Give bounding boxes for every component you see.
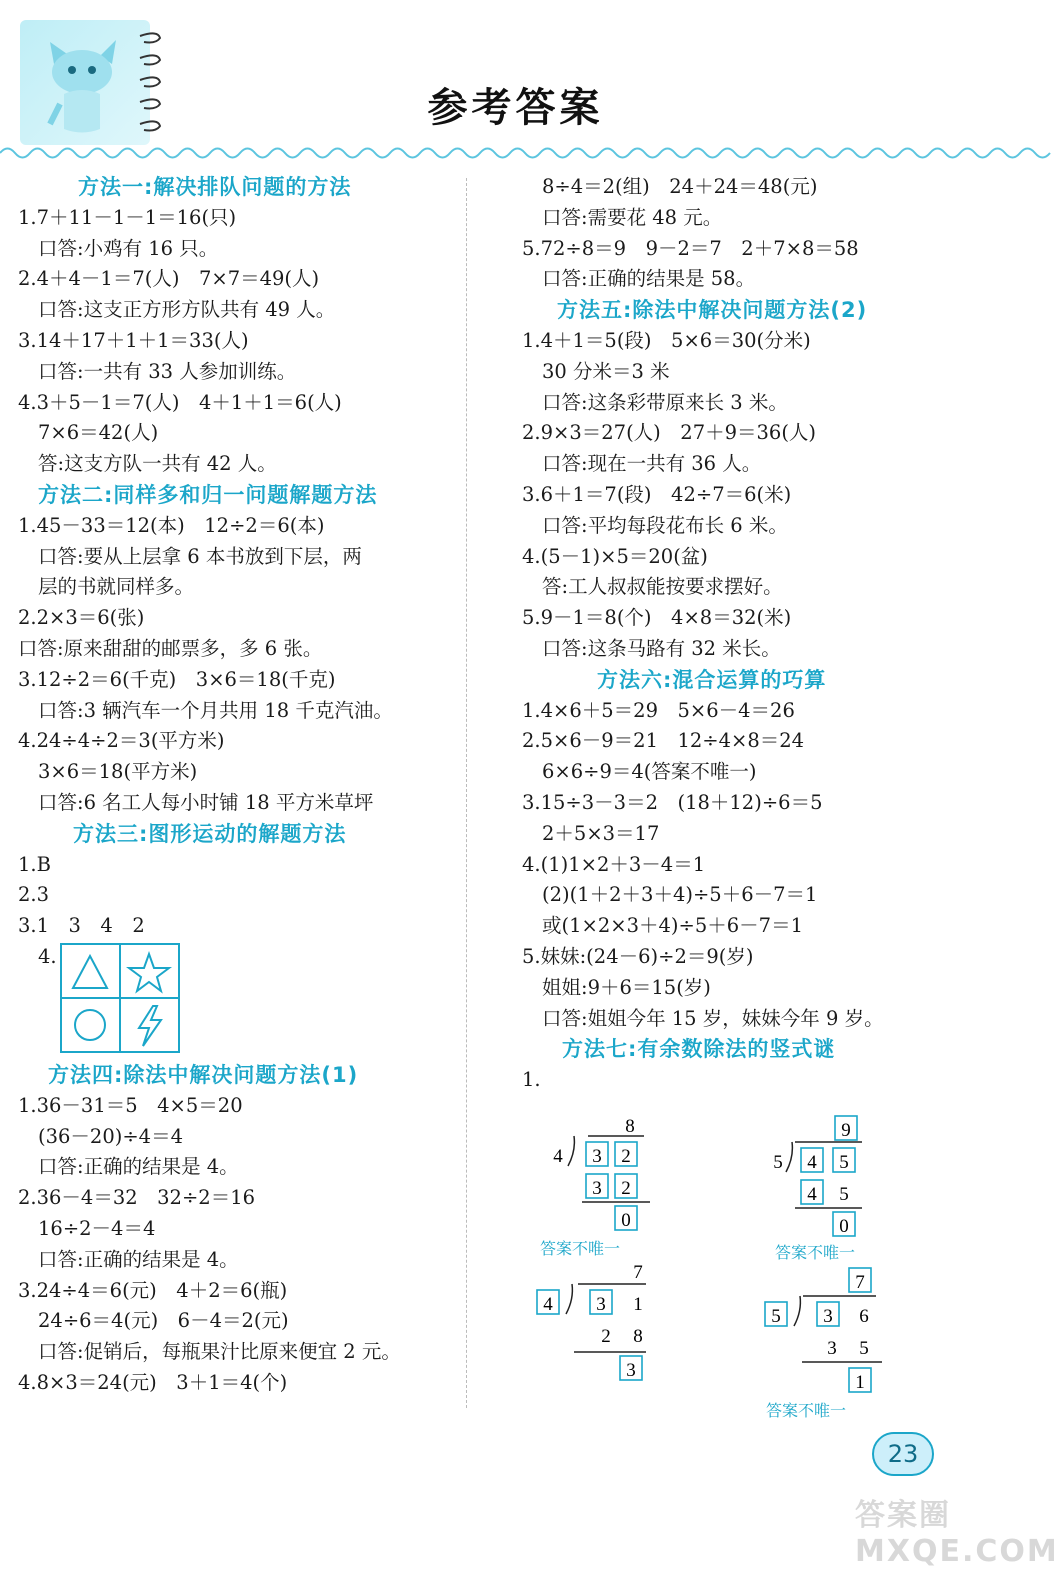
answer-text: 口答:正确的结果是 4。 [38,1247,239,1271]
answer-text: 口答:6 名工人每小时铺 18 平方米草坪 [38,790,374,814]
answer-text: 层的书就同样多。 [38,575,195,599]
answer-text: 口答:一共有 33 人参加训练。 [38,359,297,383]
divisor: 5 [771,1306,781,1327]
page-number: 23 [872,1432,934,1476]
answer-line [522,264,1002,295]
shape-grid [59,942,181,1054]
answer-line [522,634,1002,665]
answer-line [522,1004,1002,1035]
quotient: 7 [633,1262,643,1283]
answer-line [18,1183,463,1214]
answer-text: 2.4＋4－1＝7(人) 7×7＝49(人) [18,267,320,291]
answer-line [18,880,463,911]
digit: 3 [827,1338,837,1359]
answer-text: 4.(5－1)×5＝20(盆) [522,544,708,568]
note-text: 答案不唯一 [775,1243,856,1262]
answer-text: 3.15÷3－3＝2 (18＋12)÷6＝5 [522,790,823,814]
answer-line [522,973,1002,1004]
answer-text: 6×6÷9＝4(答案不唯一) [542,760,757,784]
answer-line [522,603,1002,634]
divisor: 4 [543,1294,553,1315]
digit: 3 [626,1360,636,1381]
digit: 1 [633,1294,643,1315]
digit: 3 [823,1306,833,1327]
answer-text: 口答:姐姐今年 15 岁，妹妹今年 9 岁。 [542,1006,884,1030]
answer-line [18,665,463,696]
digit: 0 [621,1210,631,1231]
answer-text: 2.5×6－9＝21 12÷4×8＝24 [522,729,805,753]
triangle-icon [73,956,107,988]
answer-line [18,696,463,727]
answer-line [522,203,1002,234]
wave-divider [0,140,1031,166]
answer-text: 5.9－1＝8(个) 4×8＝32(米) [522,606,792,630]
answer-text: 16÷2－4＝4 [38,1216,156,1240]
answer-text: 口答:现在一共有 36 人。 [542,452,762,476]
answer-text: 答:这支方队一共有 42 人。 [38,452,277,476]
answer-text: 3.6＋1＝7(段) 42÷7＝6(米) [522,482,792,506]
answer-line [18,234,463,265]
answer-text: 1.7＋11－1－1＝16(只) [18,205,237,229]
answer-line [18,449,463,480]
answer-text: 方法三:图形运动的解题方法 [73,821,347,846]
answer-text: 口答:需要花 48 元。 [542,205,723,229]
answer-line [522,418,1002,449]
answer-text: 4.(1)1×2＋3－4＝1 [522,852,706,876]
digit: 5 [859,1338,869,1359]
answer-line [522,850,1002,881]
answer-line [522,788,1002,819]
answer-line [18,850,463,881]
answer-line [522,819,1002,850]
answer-line [18,203,463,234]
answer-line [522,326,1002,357]
answer-line [18,726,463,757]
answer-text: 1.45－33＝12(本) 12÷2＝6(本) [18,513,325,537]
answer-text: 方法七:有余数除法的竖式谜 [562,1037,836,1062]
answer-text: 口答:原来甜甜的邮票多，多 6 张。 [18,636,323,660]
answer-line [522,357,1002,388]
lightning-icon [139,1006,161,1046]
divisor: 4 [553,1146,563,1167]
answer-line [18,634,463,665]
answer-line [18,1122,463,1153]
quotient: 9 [841,1120,851,1141]
answer-line [522,388,1002,419]
watermark: 答案圈 MXQE.COM [855,1498,1059,1569]
answer-line [18,1368,463,1399]
answer-line [522,449,1002,480]
answer-text: 3×6＝18(平方米) [38,760,198,784]
answer-text: 2＋5×3＝17 [542,821,660,845]
answer-text: 姐姐:9＋6＝15(岁) [542,975,711,999]
long-division-puzzles [510,1100,910,1430]
answer-text: 口答:这条彩带原来长 3 米。 [542,390,788,414]
answer-text: 1.36－31＝5 4×5＝20 [18,1093,243,1117]
answer-text: 口答:这条马路有 32 米长。 [542,636,781,660]
answer-line [522,696,1002,727]
digit: 2 [621,1178,631,1199]
answer-text: 5.妹妹:(24－6)÷2＝9(岁) [522,944,754,968]
answer-text: 答:工人叔叔能按要求摆好。 [542,575,783,599]
answer-text: 4. [38,944,57,968]
section-heading [18,480,463,511]
answer-line [522,726,1002,757]
answer-line [18,326,463,357]
answer-line [18,418,463,449]
answer-text: 口答:3 辆汽车一个月共用 18 千克汽油。 [38,698,393,722]
answer-text: 1. [522,1068,541,1092]
answer-line [18,264,463,295]
answer-text: 口答:正确的结果是 4。 [38,1155,239,1179]
circle-icon [75,1010,105,1040]
quotient: 7 [855,1272,865,1293]
answer-text: 或(1×2×3＋4)÷5＋6－7＝1 [542,914,803,938]
answer-text: 口答:平均每段花布长 6 米。 [542,513,788,537]
digit: 5 [839,1184,849,1205]
answer-text: 口答:促销后，每瓶果汁比原来便宜 2 元。 [38,1340,401,1364]
answer-text: 方法二:同样多和归一问题解题方法 [38,482,378,507]
note-text: 答案不唯一 [766,1401,847,1420]
answer-line [18,1245,463,1276]
divisor: 5 [773,1152,783,1173]
digit: 3 [596,1294,606,1315]
answer-line [18,542,463,573]
answer-text: 4.8×3＝24(元) 3＋1＝4(个) [18,1370,288,1394]
section-heading [18,819,463,850]
answer-line [522,234,1002,265]
answer-text: 3.24÷4＝6(元) 4＋2＝6(瓶) [18,1278,288,1302]
answer-text: 口答:这支正方形方队共有 49 人。 [38,298,336,322]
section-heading [522,665,1002,696]
answer-text: 2.3 [18,883,50,907]
answer-line [18,295,463,326]
answer-text: 口答:要从上层拿 6 本书放到下层，两 [38,544,362,568]
star-icon [129,954,169,991]
answer-text: (2)(1＋2＋3＋4)÷5＋6－7＝1 [542,883,818,907]
digit: 5 [839,1152,849,1173]
answer-text: 口答:正确的结果是 58。 [542,267,756,291]
section-heading [18,1060,463,1091]
digit: 3 [592,1146,602,1167]
answer-text: 2.2×3＝6(张) [18,606,145,630]
right-column [522,172,1002,1096]
answer-text: 2.36－4＝32 32÷2＝16 [18,1186,256,1210]
digit: 8 [633,1326,643,1347]
answer-line [18,1091,463,1122]
answer-text: 2.9×3＝27(人) 27＋9＝36(人) [522,421,817,445]
section-heading [522,1034,1002,1065]
answer-line [18,1214,463,1245]
answer-line [522,172,1002,203]
answer-line [18,603,463,634]
column-divider [466,178,467,1408]
answer-line [18,911,463,942]
answer-text: 3.12÷2＝6(千克) 3×6＝18(千克) [18,667,336,691]
answer-text: 方法四:除法中解决问题方法(1) [48,1062,359,1087]
note-text: 答案不唯一 [540,1239,621,1258]
answer-text: 1.B [18,852,51,876]
answer-text: 4.3＋5－1＝7(人) 4＋1＋1＝6(人) [18,390,342,414]
digit: 2 [621,1146,631,1167]
answer-text: (36－20)÷4＝4 [38,1124,183,1148]
answer-line [18,511,463,542]
answer-line [522,542,1002,573]
answer-text: 3.14＋17＋1＋1＝33(人) [18,328,249,352]
digit: 3 [592,1178,602,1199]
answer-text: 口答:小鸡有 16 只。 [38,236,219,260]
answer-line [18,788,463,819]
answer-text: 24÷6＝4(元) 6－4＝2(元) [38,1309,289,1333]
answer-text: 3.1 3 4 2 [18,914,145,938]
answer-text: 方法一:解决排队问题的方法 [78,175,352,199]
page-title: 参考答案 [427,85,604,131]
answer-text: 1.4×6＋5＝29 5×6－4＝26 [522,698,795,722]
digit: 0 [839,1216,849,1237]
answer-text: 4.24÷4÷2＝3(平方米) [18,729,225,753]
answer-text: 方法六:混合运算的巧算 [597,667,827,692]
answer-line [18,1276,463,1307]
answer-text: 方法五:除法中解决问题方法(2) [557,298,868,323]
digit: 2 [601,1326,611,1347]
answer-text: 8÷4＝2(组) 24＋24＝48(元) [542,175,818,198]
answer-text: 30 分米＝3 米 [542,359,670,383]
answer-text: 5.72÷8＝9 9－2＝7 2＋7×8＝58 [522,236,859,260]
answer-line [18,357,463,388]
answer-line [522,757,1002,788]
digit: 1 [855,1372,865,1393]
section-heading [18,172,463,203]
answer-line [522,511,1002,542]
section-heading [522,295,1002,326]
answer-text: 1.4＋1＝5(段) 5×6＝30(分米) [522,328,811,352]
answer-line [18,1337,463,1368]
digit: 4 [807,1184,817,1205]
answer-line [18,1306,463,1337]
answer-line [18,1152,463,1183]
digit: 4 [807,1152,817,1173]
left-column [18,172,463,1399]
answer-line [522,572,1002,603]
answer-line [522,880,1002,911]
answer-line [18,388,463,419]
answer-line [522,942,1002,973]
digit: 6 [859,1306,869,1327]
answer-line [18,757,463,788]
answer-text: 7×6＝42(人) [38,421,159,445]
answer-line [18,572,463,603]
answer-line [522,911,1002,942]
answer-line [18,942,463,1060]
answer-line [522,1065,1002,1096]
quotient: 8 [625,1116,635,1137]
answer-line [522,480,1002,511]
